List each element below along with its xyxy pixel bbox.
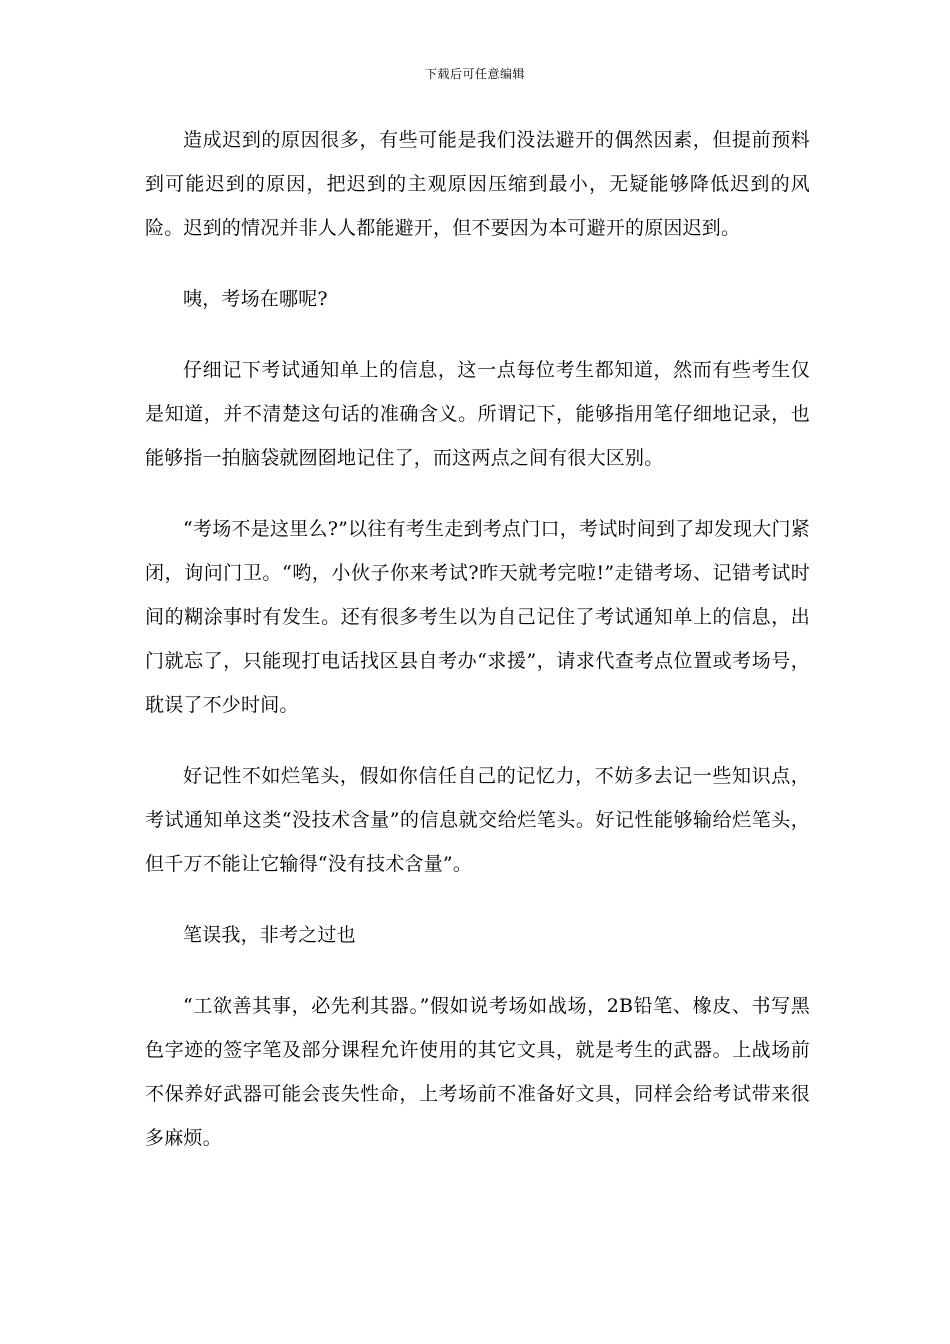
page-header: 下载后可任意编辑	[424, 67, 525, 81]
paragraph-stationery: “工欲善其事，必先利其器。”假如说考场如战场，2B铅笔、橡皮、书写黑色字迹的签字笔及部分课程允许使用的其它文具，就是考生的武器。上战场前不保养好武器可能会丧失性命，上考场前不准备好文具，同样会给考试带来很多麻烦。	[145, 995, 810, 1149]
paragraph-exam-notice: 仔细记下考试通知单上的信息，这一点每位考生都知道，然而有些考生仅是知道，并不清楚这句话的准确含义。所谓记下，能够指用笔仔细地记录，也能够指一拍脑袋就囫囵地记住了，而这两点之间有很大区别。	[145, 359, 810, 469]
paragraph-wrong-room: “考场不是这里么?”以往有考生走到考点门口，考试时间到了却发现大门紧闭，询问门卫。“哟，小伙子你来考试?昨天就考完啦!”走错考场、记错考试时间的糊涂事时有发生。还有很多考生以为自己记住了考试通知单上的信息，出门就忘了，只能现打电话找区县自考办“求援”，请求代查考点位置或考场号，耽误了不少时间。	[145, 518, 810, 716]
section-heading-stationery: 笔误我，非考之过也	[183, 924, 356, 946]
paragraph-lateness-causes: 造成迟到的原因很多，有些可能是我们没法避开的偶然因素，但提前预料到可能迟到的原因，把迟到的主观原因压缩到最小，无疑能够降低迟到的风险。迟到的情况并非人人都能避开，但不要因为本可避开的原因迟到。	[145, 129, 810, 239]
document-body	[145, 118, 810, 1160]
paragraph-write-it-down: 好记性不如烂笔头，假如你信任自己的记忆力，不妨多去记一些知识点，考试通知单这类“没技术含量”的信息就交给烂笔头。好记性能够输给烂笔头，但千万不能让它输得“没有技术含量”。	[145, 765, 810, 875]
section-heading-exam-room: 咦，考场在哪呢?	[183, 288, 328, 310]
